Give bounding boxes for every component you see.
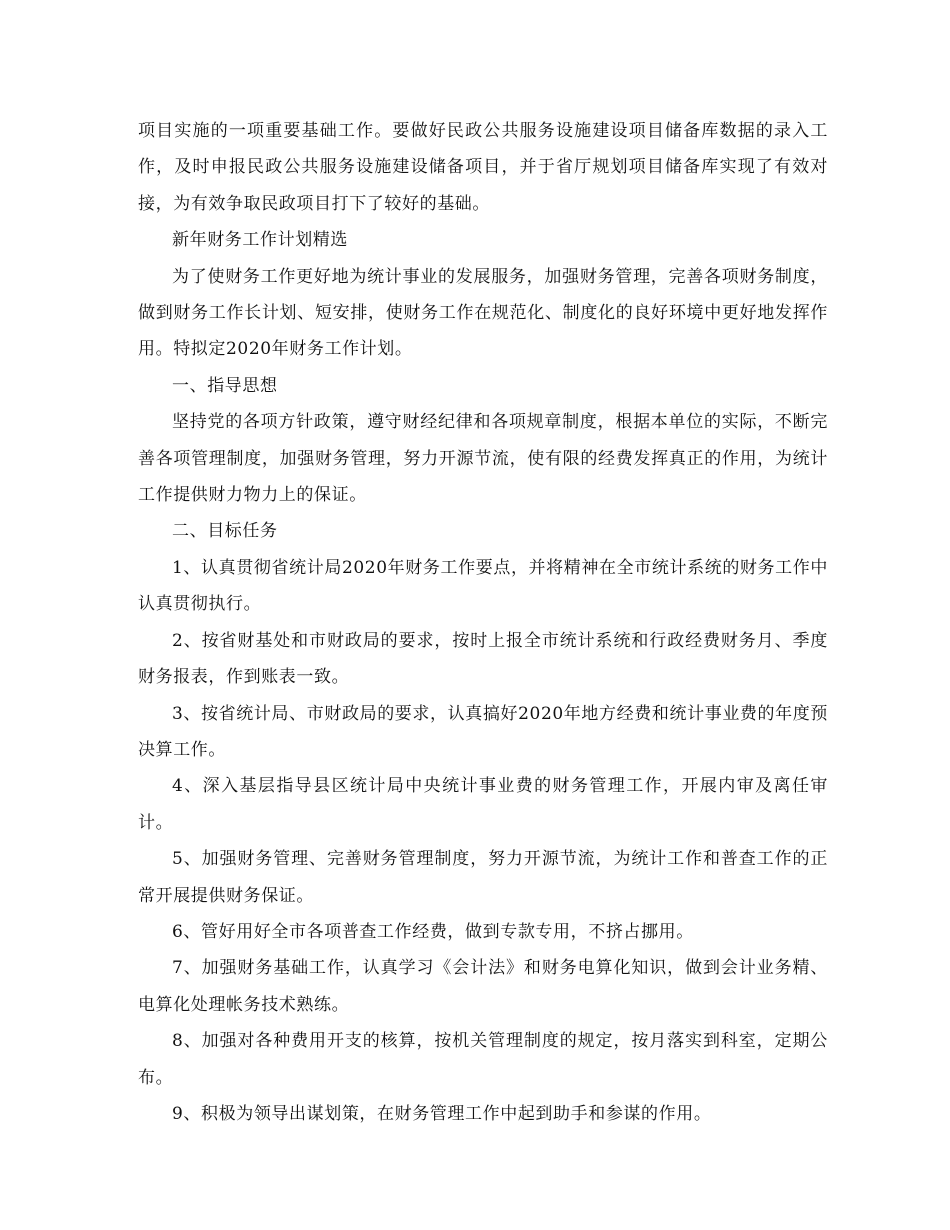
list-item-7: 7、加强财务基础工作，认真学习《会计法》和财务电算化知识，做到会计业务精、电算化处理帐务技术熟练。 xyxy=(138,958,828,1015)
heading-guiding-thought: 一、指导思想 xyxy=(172,375,278,396)
list-item-9: 9、积极为领导出谋划策，在财务管理工作中起到助手和参谋的作用。 xyxy=(172,1103,712,1124)
section-title: 新年财务工作计划精选 xyxy=(172,230,348,251)
heading-goals: 二、目标任务 xyxy=(172,521,278,542)
document-body xyxy=(138,113,828,1132)
list-item-8: 8、加强对各种费用开支的核算，按机关管理制度的规定，按月落实到科室，定期公布。 xyxy=(138,1031,828,1088)
list-item-5: 5、加强财务管理、完善财务管理制度，努力开源节流，为统计工作和普查工作的正常开展提供财务保证。 xyxy=(138,849,828,906)
list-item-2: 2、按省财基处和市财政局的要求，按时上报全市统计系统和行政经费财务月、季度财务报表，作到账表一致。 xyxy=(138,630,828,688)
paragraph-intro: 为了使财务工作更好地为统计事业的发展服务，加强财务管理，完善各项财务制度，做到财务工作长计划、短安排，使财务工作在规范化、制度化的良好环境中更好地发挥作用。特拟定2020年财务工作计划。 xyxy=(138,266,828,360)
list-item-3: 3、按省统计局、市财政局的要求，认真搞好2020年地方经费和统计事业费的年度预决算工作。 xyxy=(138,703,828,760)
paragraph-continuation: 项目实施的一项重要基础工作。要做好民政公共服务设施建设项目储备库数据的录入工作，及时申报民政公共服务设施建设储备项目，并于省厅规划项目储备库实现了有效对接，为有效争取民政项目打下了较好的基础。 xyxy=(138,121,828,214)
list-item-1: 1、认真贯彻省统计局2020年财务工作要点，并将精神在全市统计系统的财务工作中认真贯彻执行。 xyxy=(138,557,828,615)
list-item-6: 6、管好用好全市各项普查工作经费，做到专款专用，不挤占挪用。 xyxy=(172,921,694,942)
list-item-4: 4、深入基层指导县区统计局中央统计事业费的财务管理工作，开展内审及离任审计。 xyxy=(138,776,828,833)
paragraph-guiding-thought: 坚持党的各项方针政策，遵守财经纪律和各项规章制度，根据本单位的实际，不断完善各项管理制度，加强财务管理，努力开源节流，使有限的经费发挥真正的作用，为统计工作提供财力物力上的保证。 xyxy=(138,412,828,506)
